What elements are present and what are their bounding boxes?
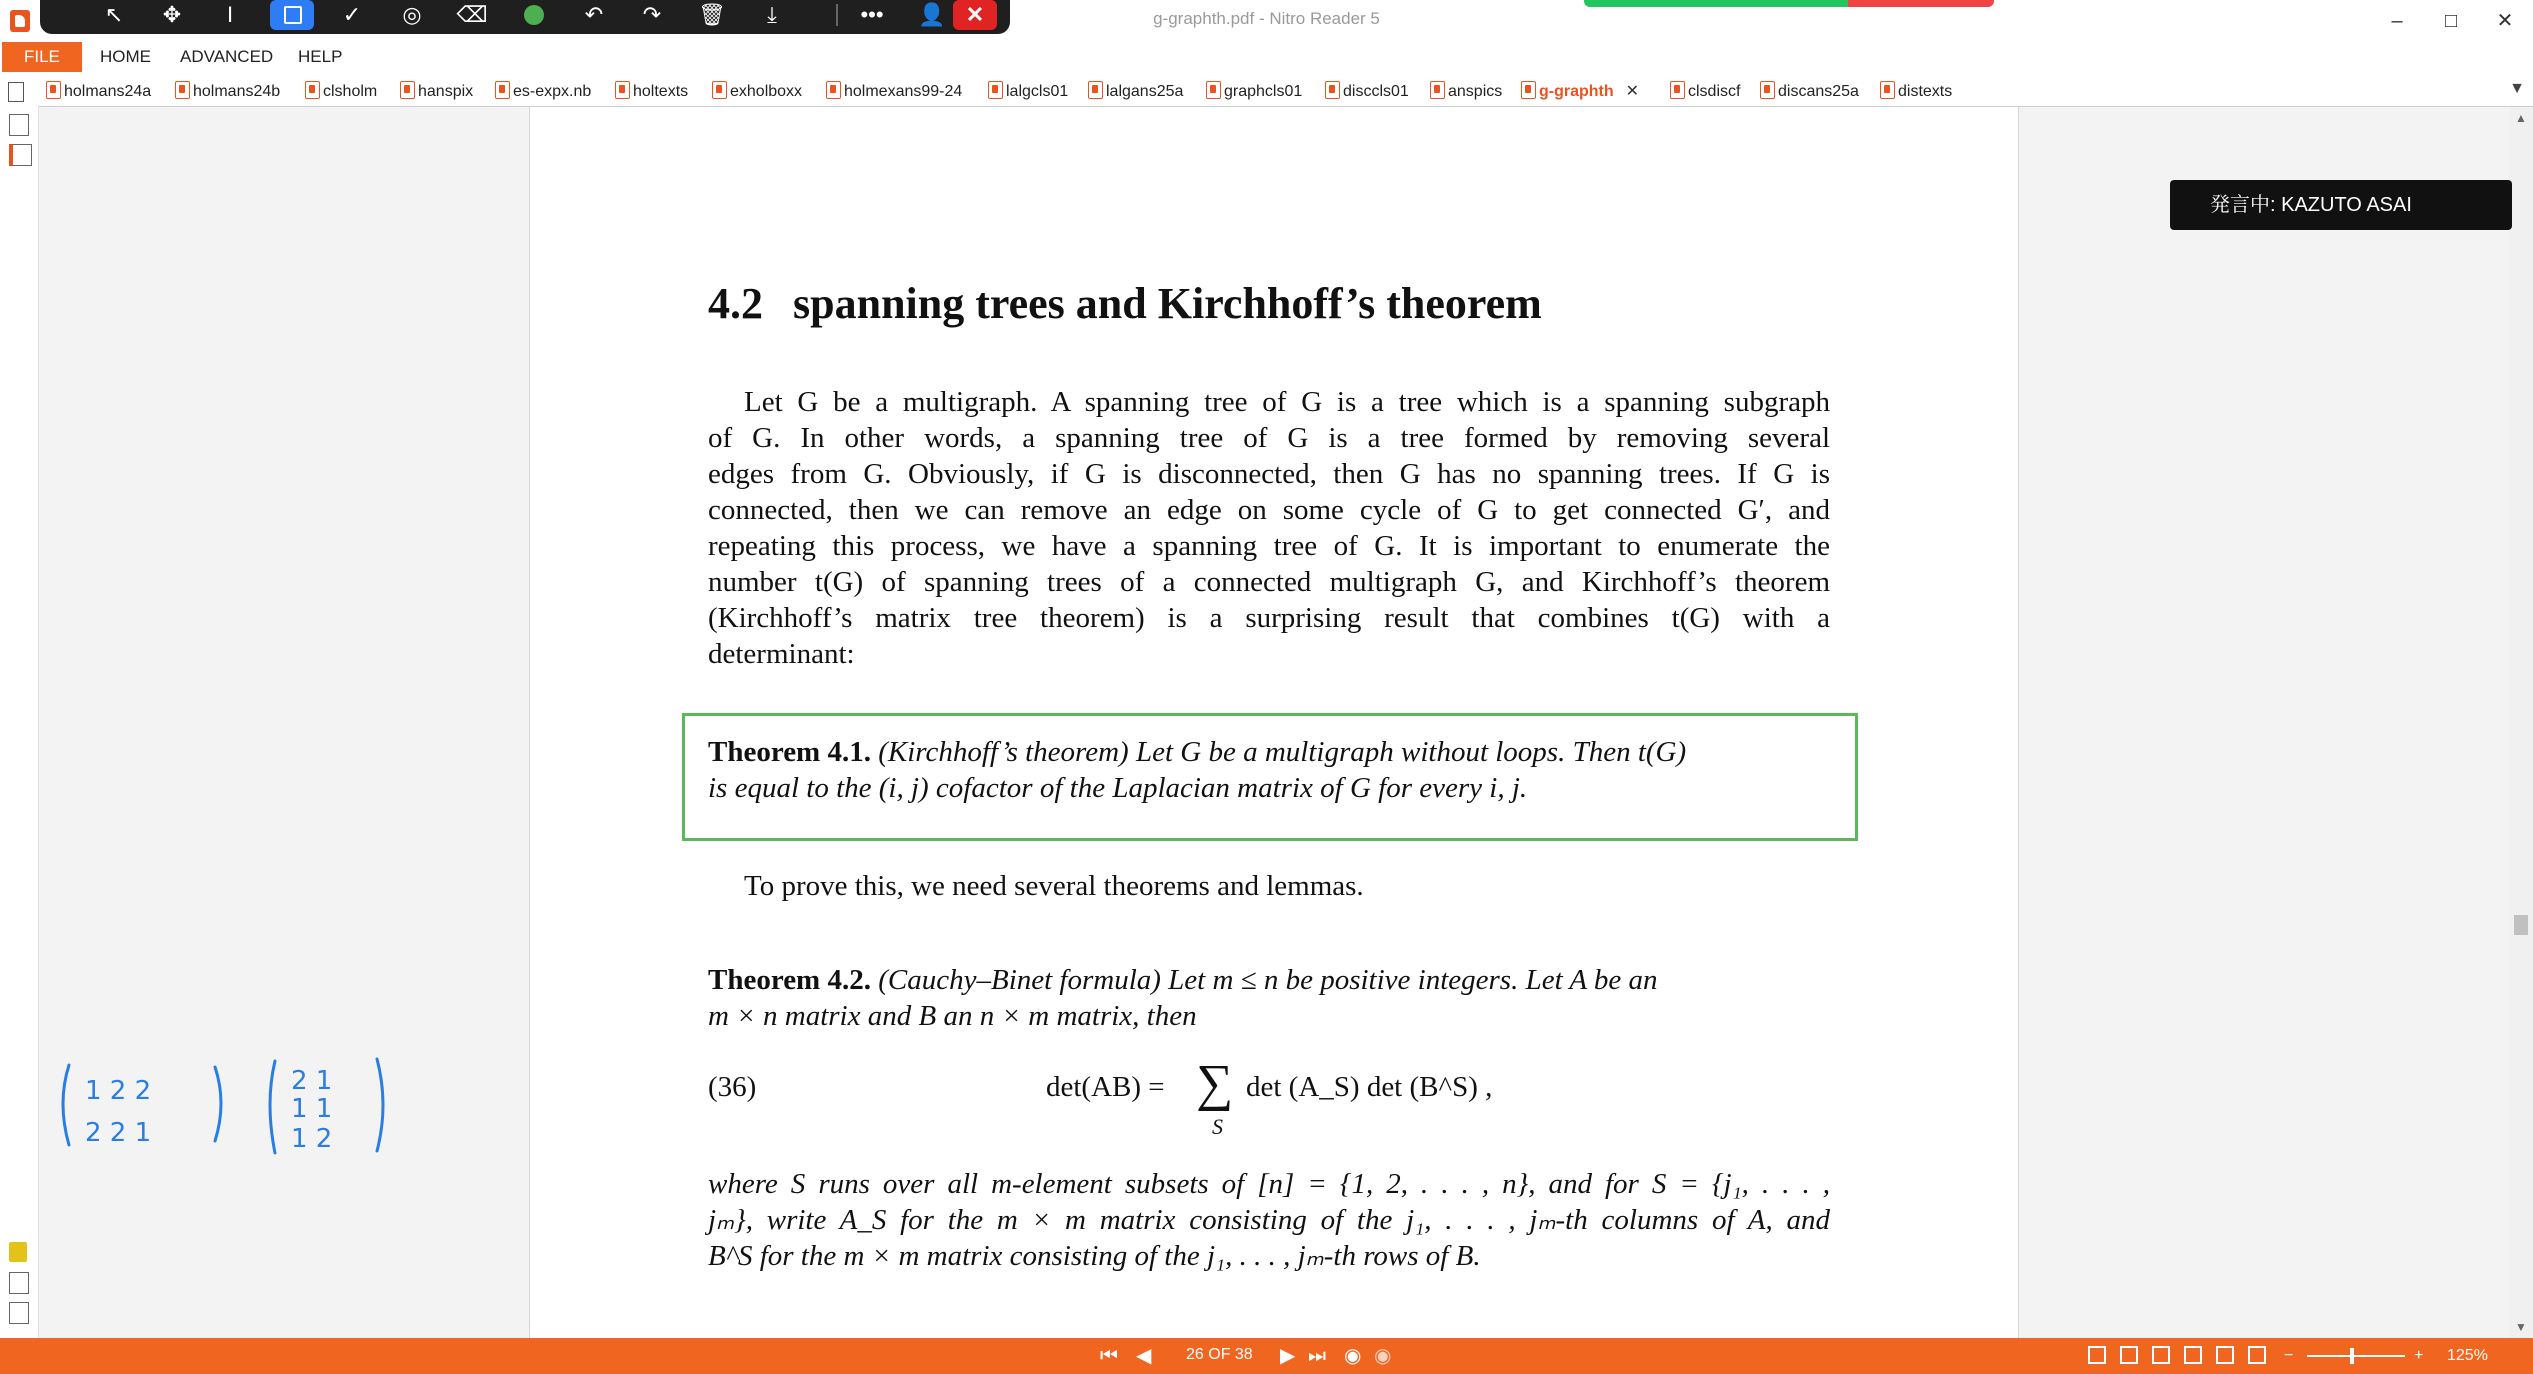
doc-tab-label: es-expx.nb	[513, 83, 592, 100]
last-page-icon[interactable]: ⏭	[1308, 1345, 1326, 1367]
rectangle-icon[interactable]	[270, 0, 314, 30]
doc-tab-label: exholboxx	[730, 83, 803, 100]
more-icon[interactable]: •••	[860, 2, 884, 27]
zoom-level[interactable]: 125%	[2447, 1347, 2488, 1364]
annotation-toolbar	[40, 0, 1010, 34]
color-picker-icon[interactable]	[512, 0, 556, 30]
maximize-button[interactable]: □	[2444, 10, 2458, 32]
eraser-icon[interactable]: ⌫	[456, 2, 488, 27]
theorem-text: m × n matrix and B an n × m matrix, then	[708, 1000, 1197, 1032]
toolbar-divider	[836, 4, 838, 26]
theorem-title: Theorem 4.2.	[708, 964, 871, 996]
paragraph-line: edges from G. Obviously, if G is disconnected, then G has no spanning trees. If G is	[708, 458, 1830, 490]
handwritten-row: 1 1	[291, 1094, 333, 1124]
doc-tab-active[interactable]	[1521, 81, 1639, 103]
doc-tab[interactable]	[988, 81, 1068, 103]
tab-file[interactable]: FILE	[2, 42, 82, 72]
pdf-file-icon	[46, 81, 61, 99]
speaker-indicator: 発言中: KAZUTO ASAI	[2170, 180, 2512, 230]
where-paragraph	[708, 1166, 1830, 1274]
vertical-scrollbar[interactable]	[2509, 107, 2533, 1338]
zoom-slider-thumb[interactable]	[2350, 1348, 2354, 1364]
first-page-icon[interactable]: ⏮	[1100, 1345, 1118, 1367]
pdf-file-icon	[175, 81, 190, 99]
scroll-up-icon[interactable]: ▲	[2515, 111, 2527, 125]
download-icon[interactable]: ⤓	[767, 2, 777, 27]
doc-tab-label: graphcls01	[1224, 83, 1303, 100]
tab-advanced[interactable]: ADVANCED	[180, 47, 274, 66]
handwritten-row: 1 2	[291, 1124, 333, 1154]
next-page-icon[interactable]: ▶	[1280, 1345, 1296, 1367]
doc-tab[interactable]	[1325, 81, 1409, 103]
user-settings-icon[interactable]: 👤	[918, 2, 946, 27]
doc-tab[interactable]	[1760, 81, 1859, 103]
paragraph-line: of G. In other words, a spanning tree of G is a tree formed by removing several	[708, 422, 1830, 454]
doc-tab[interactable]	[495, 81, 591, 103]
paragraph-line: determinant:	[708, 638, 855, 670]
doc-tab-label: hanspix	[418, 83, 474, 100]
page-indicator[interactable]: 26 OF 38	[1186, 1346, 1253, 1363]
pdf-file-icon	[1760, 81, 1775, 99]
doc-tab-label: holmans24a	[64, 83, 152, 100]
previous-page-icon[interactable]: ◀	[1136, 1345, 1152, 1367]
doc-tab[interactable]	[400, 81, 473, 103]
paragraph-line: repeating this process, we have a spanning tree of G. It is important to enumerate the	[708, 530, 1830, 562]
summation-symbol: ∑	[1196, 1055, 1234, 1112]
paragraph-line: where S runs over all m-element subsets of [n] = {1, 2, . . . , n}, and for S = {j₁, . . . ,	[708, 1168, 1830, 1200]
minimize-button[interactable]: –	[2391, 10, 2403, 32]
pdf-file-icon	[1206, 81, 1221, 99]
status-bar	[0, 1338, 2533, 1374]
equation-number: (36)	[708, 1071, 757, 1103]
pdf-file-icon	[1430, 81, 1445, 99]
paragraph-line: (Kirchhoff’s matrix tree theorem) is a surprising result that combines t(G) with a	[708, 602, 1830, 634]
paragraph-line: connected, then we can remove an edge on some cycle of G to get connected G′, and	[708, 494, 1830, 526]
stamp-icon[interactable]: ◎	[402, 2, 422, 27]
document-tabs	[0, 76, 2533, 107]
doc-tab-label: clsholm	[323, 83, 378, 100]
previous-view-icon[interactable]: ◉	[1344, 1345, 1362, 1367]
doc-tab[interactable]	[46, 81, 151, 103]
pdf-file-icon	[400, 81, 415, 99]
doc-tab-label: lalgans25a	[1106, 83, 1184, 100]
doc-tab[interactable]	[615, 81, 688, 103]
tabs-overflow-chevron-icon[interactable]: ▼	[2509, 80, 2525, 97]
close-toolbar-icon[interactable]: ✕	[953, 0, 997, 30]
paragraph-line: jₘ}, write A_S for the m × m matrix consisting of the j₁, . . . , jₘ-th columns of A, and	[708, 1204, 1830, 1236]
intro-paragraph	[708, 384, 1830, 672]
text-cursor-icon[interactable]: I	[226, 2, 234, 27]
handwritten-row: 2 1	[291, 1066, 333, 1096]
doc-tab[interactable]	[1430, 81, 1502, 103]
theorem-4-2-line1	[708, 964, 1657, 997]
doc-tab-label: holmans24b	[193, 83, 281, 100]
zoom-in-icon[interactable]: +	[2414, 1347, 2424, 1364]
theorem-4-1-line2	[708, 772, 1527, 805]
pdf-file-icon	[495, 81, 510, 99]
doc-tab[interactable]	[175, 81, 280, 103]
equation-lhs: det(AB) =	[1046, 1071, 1165, 1103]
section-title: spanning trees and Kirchhoff’s theorem	[793, 279, 1542, 328]
trash-icon[interactable]: 🗑	[698, 2, 726, 27]
doc-tab-label: clsdiscf	[1688, 83, 1741, 100]
fit-page-icon[interactable]	[2248, 1346, 2266, 1364]
move-icon[interactable]: ✥	[162, 2, 182, 27]
scroll-down-icon[interactable]: ▼	[2515, 1320, 2527, 1334]
doc-tab[interactable]	[1088, 81, 1183, 103]
call-status-green-bar	[1584, 0, 1848, 7]
tab-home[interactable]: HOME	[100, 47, 151, 66]
signatures-panel-icon[interactable]	[9, 1272, 29, 1294]
pdf-file-icon	[1880, 81, 1895, 99]
close-window-button[interactable]: ✕	[2496, 10, 2514, 32]
attachments-panel-icon[interactable]	[9, 144, 32, 166]
section-number: 4.2	[708, 279, 763, 328]
theorem-4-2-line2	[708, 1000, 1197, 1033]
paragraph-line: B^S for the m × m matrix consisting of the j₁, . . . , jₘ-th rows of B.	[708, 1240, 1481, 1272]
pages-panel-icon[interactable]	[9, 114, 29, 136]
zoom-out-icon[interactable]: −	[2284, 1347, 2294, 1364]
pdf-file-icon	[988, 81, 1003, 99]
window-title: g-graphth.pdf - Nitro Reader 5	[1153, 9, 1380, 28]
doc-tab-label: holtexts	[633, 83, 689, 100]
summation-subscript: S	[1212, 1114, 1223, 1139]
pdf-file-icon	[1325, 81, 1340, 99]
scrollbar-thumb[interactable]	[2514, 915, 2528, 935]
close-tab-icon[interactable]: ✕	[1625, 83, 1640, 100]
doc-tab[interactable]	[1880, 81, 1952, 103]
fit-width-icon[interactable]	[2216, 1346, 2234, 1364]
pdf-file-icon	[1670, 81, 1685, 99]
single-page-view-icon[interactable]	[2088, 1346, 2106, 1364]
checkmark-icon[interactable]: ✓	[342, 2, 362, 27]
section-heading	[708, 278, 1542, 329]
doc-tab-label: g-graphth	[1539, 83, 1614, 100]
theorem-4-1-line1	[708, 736, 1686, 769]
doc-tab[interactable]	[1670, 81, 1740, 103]
pdf-file-icon	[305, 81, 320, 99]
paragraph-line: Let G be a multigraph. A spanning tree of G is a tree which is a spanning subgraph	[744, 386, 1830, 418]
left-sidebar	[0, 106, 39, 1338]
facing-view-icon[interactable]	[2152, 1346, 2170, 1364]
tab-help[interactable]: HELP	[298, 47, 343, 66]
doc-tab-label: distexts	[1898, 83, 1953, 100]
select-arrow-icon[interactable]: ↖	[104, 2, 124, 27]
doc-tab[interactable]	[712, 81, 802, 103]
doc-tab-label: holmexans99-24	[844, 83, 963, 100]
next-view-icon[interactable]: ◉	[1374, 1345, 1392, 1367]
doc-tab-label: disccls01	[1343, 83, 1409, 100]
page-icon[interactable]	[8, 82, 24, 102]
handwritten-row: 2 2 1	[85, 1118, 152, 1148]
proof-intro: To prove this, we need several theorems and lemmas.	[744, 870, 1364, 902]
paragraph-line: number t(G) of spanning trees of a connected multigraph G, and Kirchhoff’s theorem	[708, 566, 1830, 598]
doc-tab-label: anspics	[1448, 83, 1503, 100]
doc-tab[interactable]	[305, 81, 377, 103]
pdf-file-icon	[615, 81, 630, 99]
comments-panel-icon[interactable]	[9, 1242, 27, 1262]
theorem-title: Theorem 4.1.	[708, 736, 871, 768]
handwritten-row: 1 2 2	[85, 1076, 152, 1106]
pdf-file-icon	[826, 81, 841, 99]
ribbon-tabs	[0, 42, 2533, 76]
facing-continuous-view-icon[interactable]	[2184, 1346, 2202, 1364]
theorem-text: (Cauchy–Binet formula) Let m ≤ n be positive integers. Let A be an	[878, 964, 1658, 996]
theorem-text: (Kirchhoff’s theorem) Let G be a multigraph without loops. Then t(G)	[878, 736, 1687, 768]
pdf-file-icon	[712, 81, 727, 99]
doc-tab-label: discans25a	[1778, 83, 1859, 100]
handwritten-matrices	[55, 1055, 395, 1165]
redo-icon[interactable]: ↷	[642, 2, 662, 27]
pdf-file-icon	[1088, 81, 1103, 99]
pdf-file-icon	[1521, 81, 1536, 99]
zoom-slider[interactable]	[2307, 1355, 2405, 1357]
layers-panel-icon[interactable]	[9, 1302, 29, 1324]
theorem-text: is equal to the (i, j) cofactor of the Laplacian matrix of G for every i, j.	[708, 772, 1528, 804]
equation-rhs: det (A_S) det (B^S) ,	[1246, 1071, 1493, 1103]
call-status-red-bar	[1848, 0, 1994, 7]
doc-tab[interactable]	[1206, 81, 1302, 103]
doc-tab[interactable]	[826, 81, 962, 103]
continuous-view-icon[interactable]	[2120, 1346, 2138, 1364]
undo-icon[interactable]: ↶	[584, 2, 604, 27]
doc-tab-label: lalgcls01	[1006, 83, 1069, 100]
